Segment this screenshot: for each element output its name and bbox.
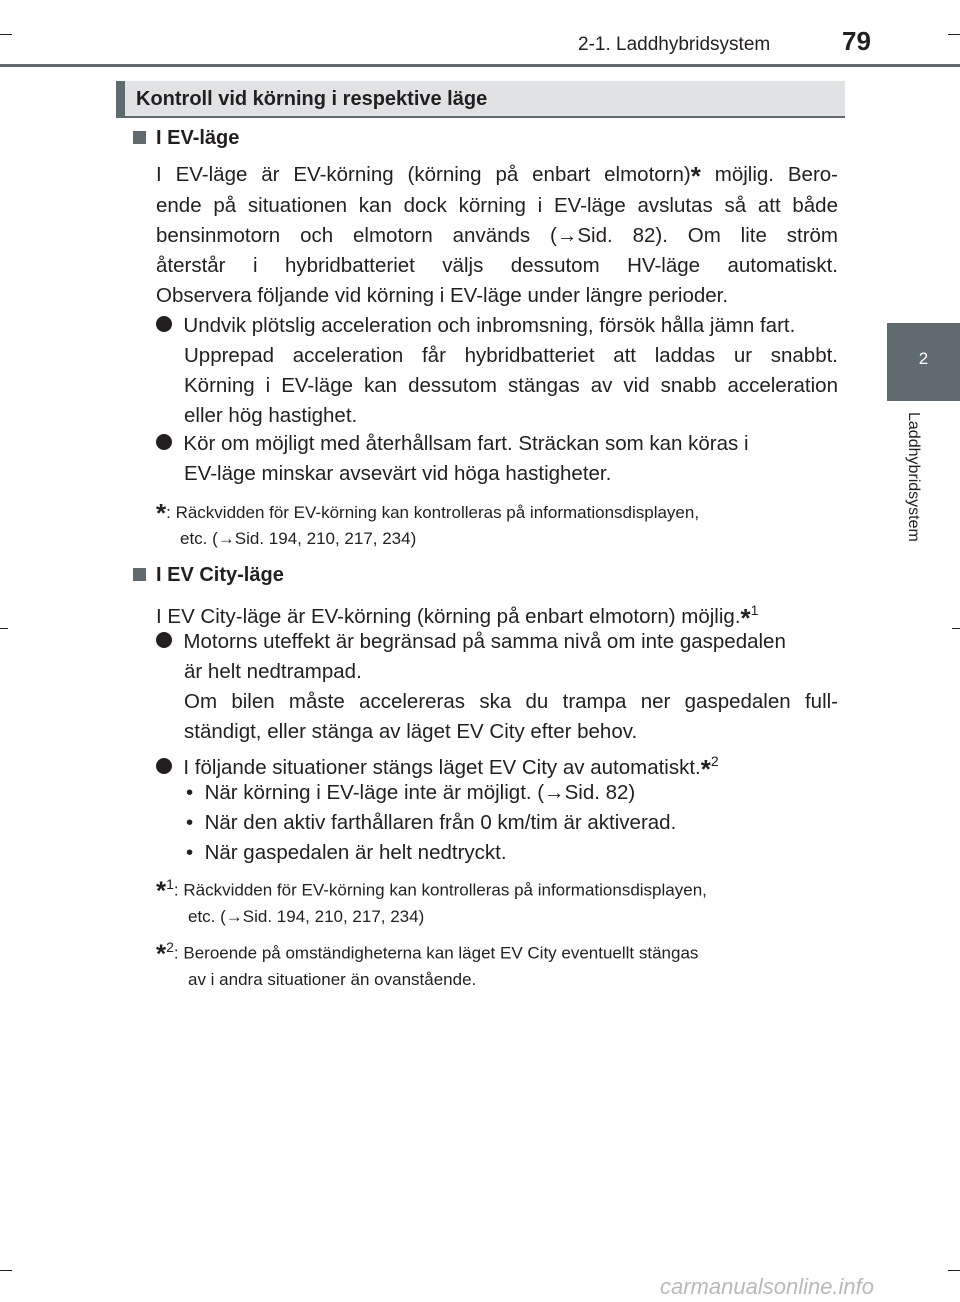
ev-bullet-2 <box>156 429 838 489</box>
bullet-line: eller hög hastighet. <box>184 404 358 427</box>
crop-mark <box>0 628 8 629</box>
bullet-line: är helt nedtrampad. <box>184 660 362 683</box>
header-title: 2-1. Laddhybridsystem <box>578 34 771 55</box>
ev-bullet-1 <box>156 311 838 431</box>
ev-city-bullet-1 <box>156 627 838 747</box>
asterisk-icon: * <box>156 938 167 969</box>
asterisk-icon: * <box>156 498 167 528</box>
watermark: carmanualsonline.info <box>660 1274 875 1299</box>
bullet-line: ständigt, eller stänga av läget EV City efter behov. <box>184 720 638 743</box>
footnote-line: etc. (→Sid. 194, 210, 217, 234) <box>188 906 425 926</box>
bullet-line: Körning i EV-läge kan dessutom stängas av vid snabb acceleration <box>184 374 838 397</box>
ev-mode-paragraph <box>156 160 838 311</box>
asterisk-icon: * <box>156 875 167 906</box>
ev-city-heading-text: I EV City-läge <box>156 564 284 586</box>
page-number: 79 <box>842 26 871 56</box>
footnote-line: *: Räckvidden för EV-körning kan kontrolleras på informationsdisplayen, <box>156 498 700 528</box>
square-bullet-icon <box>133 568 146 581</box>
ev-city-heading <box>133 564 284 587</box>
paragraph-line: återstår i hybridbatteriet väljs dessutom HV-läge automatiskt. <box>156 254 838 277</box>
paragraph-line: ende på situationen kan dock körning i EV-läge avslutas så att både <box>156 194 838 217</box>
chapter-number: 2 <box>918 349 929 368</box>
chapter-label <box>904 412 924 542</box>
bullet-line: Upprepad acceleration får hybridbatteriet att laddas ur snabbt. <box>184 344 838 367</box>
paragraph-line: I EV-läge är EV-körning (körning på enbart elmotorn)* möjlig. Bero- <box>156 161 838 191</box>
square-bullet-icon <box>133 131 146 144</box>
ev-city-footnote-1 <box>156 872 838 929</box>
ev-city-footnote-2 <box>156 935 838 992</box>
footnote-line: *$^2$: Beroende på omständigheterna kan läget EV City eventuellt stängas <box>156 938 699 969</box>
header-divider <box>0 64 960 67</box>
ev-city-sub-list <box>186 778 836 868</box>
footnote-line: av i andra situationer än ovanstående. <box>188 969 477 989</box>
bullet-line: Motorns uteffekt är begränsad på samma nivå om inte gaspedalen <box>156 627 838 657</box>
bullet-line: Undvik plötslig acceleration och inbromsning, försök hålla jämn fart. <box>156 311 838 341</box>
bullet-dot-icon <box>156 316 172 332</box>
sub-list-item: • När den aktiv farthållaren från 0 km/tim är aktiverad. <box>186 811 677 834</box>
bullet-line: Om bilen måste accelereras ska du trampa ner gaspedalen full- <box>184 690 838 713</box>
bullet-dot-icon <box>156 434 172 450</box>
section-header <box>116 81 845 118</box>
chapter-tab[interactable] <box>887 323 960 401</box>
footnote-ref: 1 <box>750 602 759 618</box>
chapter-label-text: Laddhybridsystem <box>905 412 922 542</box>
crop-mark <box>952 628 960 629</box>
sub-list-item: • När gaspedalen är helt nedtryckt. <box>186 841 507 864</box>
paragraph-line: bensinmotorn och elmotorn används (→Sid. 82). Om lite ström <box>156 224 838 247</box>
paragraph-line: I EV City-läge är EV-körning (körning på enbart elmotorn) möjlig.*$^1$ <box>156 602 759 633</box>
bullet-dot-icon <box>156 632 172 648</box>
footnote-line: *$^1$: Räckvidden för EV-körning kan kontrolleras på informationsdisplayen, <box>156 875 707 906</box>
asterisk-icon: * <box>690 161 701 191</box>
asterisk-icon: * <box>740 602 751 633</box>
bullet-line: Kör om möjligt med återhållsam fart. Sträckan som kan köras i <box>156 429 838 459</box>
section-title: Kontroll vid körning i respektive läge <box>136 88 488 110</box>
bullet-line: I följande situationer stängs läget EV City av automatiskt.*$^2$ <box>156 746 846 784</box>
crop-mark <box>0 1270 12 1271</box>
paragraph-line: Observera följande vid körning i EV-läge under längre perioder. <box>156 284 729 307</box>
ev-mode-heading <box>133 127 239 150</box>
section-accent-bar <box>116 81 125 116</box>
bullet-line: EV-läge minskar avsevärt vid höga hastigheter. <box>184 462 612 485</box>
footnote-line: etc. (→Sid. 194, 210, 217, 234) <box>180 529 417 548</box>
ev-mode-heading-text: I EV-läge <box>156 127 240 149</box>
footnote-ref: 2 <box>710 753 719 769</box>
sub-list-item: • När körning i EV-läge inte är möjligt. (→Sid. 82) <box>186 781 636 804</box>
crop-mark <box>948 1270 960 1271</box>
ev-footnote <box>156 500 838 551</box>
bullet-dot-icon <box>156 758 172 774</box>
crop-mark <box>948 34 960 35</box>
crop-mark <box>0 34 12 35</box>
asterisk-icon: * <box>700 753 711 784</box>
